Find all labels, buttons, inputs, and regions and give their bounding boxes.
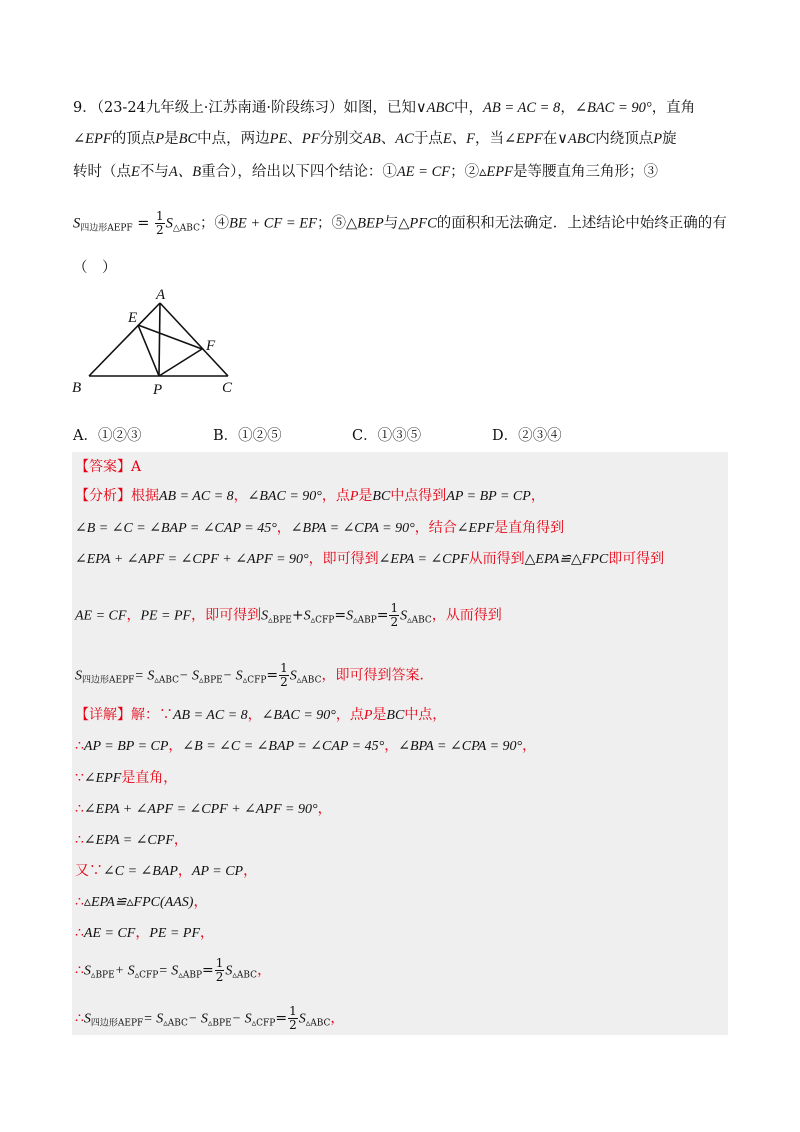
math-fraction: [288, 1005, 298, 1032]
math-subscript: ▵ABC: [154, 675, 180, 686]
detail-line-6: [75, 861, 257, 882]
math-subscript: ▵ABP: [353, 615, 377, 626]
math-op: =: [202, 962, 214, 979]
math-subscript: 四边形AEPF: [82, 675, 135, 686]
detail-text: ，: [243, 863, 258, 879]
math-subscript: △ABC: [172, 223, 200, 234]
math-expr: AB = AC = 8: [483, 100, 561, 116]
math-var: S: [303, 608, 311, 624]
therefore-symbol: ∴: [75, 801, 84, 817]
choice-a[interactable]: [73, 424, 141, 445]
math-expr: AB = AC = 8: [159, 489, 234, 504]
question-text: 分别交: [319, 131, 364, 147]
math-op: =: [275, 1010, 288, 1027]
math-subscript: ▵BPE: [198, 675, 223, 686]
therefore-symbol: ∴: [75, 962, 84, 979]
math-expr: ∠EPA = ∠CPF: [83, 833, 174, 848]
answer-blank: （ ）: [73, 260, 117, 276]
math-expr: ∠EPF: [504, 131, 543, 147]
fraction-numerator: 1: [390, 601, 399, 615]
math-var: AC: [395, 131, 414, 147]
detail-line-2: [75, 736, 536, 757]
analysis-text: 是直角得到: [494, 520, 565, 536]
question-text: ；④: [199, 215, 229, 232]
math-var: S: [75, 668, 82, 684]
math-expr: = S: [134, 668, 155, 684]
fraction-denominator: 2: [280, 675, 288, 689]
fraction-denominator: 2: [156, 223, 164, 237]
fraction-numerator: 1: [289, 1004, 297, 1018]
math-expr: △BEP: [346, 215, 384, 232]
math-subscript: ▵ABC: [163, 1018, 188, 1029]
math-op: =: [376, 607, 389, 624]
math-var: S: [298, 1011, 306, 1027]
question-text: 、: [380, 131, 396, 147]
math-var: P: [653, 131, 663, 147]
question-line-1: [73, 98, 728, 118]
detail-text: ，: [384, 738, 399, 754]
math-subscript: ▵BPE: [268, 615, 292, 626]
math-expr: − S: [187, 1011, 208, 1027]
math-subscript: ▵ABC: [305, 1018, 331, 1029]
math-expr: ∠BAC = 90°: [574, 100, 652, 116]
question-text: 内绕顶点: [595, 131, 654, 147]
math-var: BC: [178, 131, 198, 147]
detail-line-9: [75, 957, 271, 986]
analysis-text: ，: [276, 520, 291, 536]
question-text: 重合），给出以下四个结论：①: [201, 164, 397, 180]
therefore-symbol: ∴: [75, 894, 84, 910]
math-fraction: [155, 210, 165, 237]
analysis-text: 是: [358, 488, 373, 504]
analysis-text: ，点: [321, 488, 350, 504]
choice-letter: B．: [213, 428, 239, 444]
detail-text: 中点，: [404, 707, 447, 723]
answer-label: 【答案】A: [75, 459, 142, 475]
segment-ac: [160, 303, 228, 376]
math-expr: ∠EPA + ∠APF = ∠CPF + ∠APF = 90°: [83, 802, 318, 817]
question-text: 转时（点: [73, 164, 131, 180]
question-text: 在: [542, 131, 558, 147]
math-expr: − S: [179, 668, 199, 684]
segment-pe: [138, 325, 159, 376]
question-text: 中，: [454, 100, 483, 116]
math-var: E、F: [442, 131, 476, 147]
math-expr: PE = PF: [149, 926, 201, 941]
math-subscript: 四边形AEPF: [80, 223, 133, 234]
question-text: 的面积和无法确定．上述结论中始终正确的有: [436, 215, 727, 232]
analysis-line-1: [75, 486, 545, 507]
label-b: B: [72, 380, 82, 396]
choice-letter: A．: [73, 428, 98, 444]
math-expr: △EPA≌△FPC: [524, 552, 609, 567]
math-subscript: 四边形AEPF: [90, 1018, 144, 1029]
math-expr: ∠EPF: [456, 521, 495, 536]
math-subscript: ▵ABC: [296, 675, 322, 686]
detail-text: ，: [200, 925, 215, 941]
math-expr: AB = AC = 8: [173, 708, 248, 723]
math-expr: = S: [143, 1011, 164, 1027]
math-var: S: [261, 608, 269, 624]
question-text: 9．（23-24九年级上·江苏南通·阶段练习）如图，已知: [73, 100, 416, 116]
analysis-text: 根据: [131, 488, 159, 504]
choice-letter: C．: [352, 428, 378, 444]
question-text: 不与: [139, 164, 169, 180]
detail-text: 是: [372, 707, 387, 723]
analysis-text: ，结合: [414, 520, 457, 536]
choice-text: ①②⑤: [238, 428, 282, 444]
math-expr: ∠BAC = 90°: [261, 708, 336, 723]
math-triangle: ∨ABC: [416, 100, 454, 116]
analysis-line-4: [75, 602, 502, 631]
detail-text: 解：∵: [131, 707, 173, 723]
detail-text: ，: [247, 707, 262, 723]
math-expr: AP = BP = CP: [83, 739, 169, 754]
math-expr: ∠B = ∠C = ∠BAP = ∠CAP = 45°: [182, 739, 385, 754]
fraction-numerator: 1: [215, 956, 224, 970]
question-text: ，当: [475, 131, 505, 147]
detail-text: ，: [257, 962, 272, 979]
math-var: S: [289, 668, 297, 684]
analysis-line-5: [75, 662, 433, 691]
fraction-numerator: 1: [280, 661, 288, 675]
math-expr: PE = PF: [140, 608, 192, 624]
math-expr: AP = BP = CP: [446, 489, 531, 504]
choice-b[interactable]: [213, 424, 282, 445]
math-var: AB: [363, 131, 381, 147]
math-subscript: ▵BPE: [207, 1018, 232, 1029]
because-symbol: ∵: [75, 770, 84, 786]
math-expr: − S: [231, 1011, 252, 1027]
math-expr: ∠EPF: [83, 771, 122, 786]
label-c: C: [222, 380, 233, 396]
triangle-figure: [70, 282, 250, 402]
detail-text: ，: [168, 738, 183, 754]
label-f: F: [206, 338, 216, 354]
therefore-symbol: ∴: [75, 925, 84, 941]
math-expr: AP = CP: [191, 864, 244, 879]
detail-text: ，: [330, 1010, 345, 1027]
question-text: 于点: [413, 131, 443, 147]
math-expr: − S: [222, 668, 243, 684]
math-var: BC: [372, 489, 391, 504]
math-expr: ∠C = ∠BAP: [103, 864, 178, 879]
detail-line-3: [75, 768, 177, 789]
math-expr: ∠EPA = ∠CPF: [378, 552, 469, 567]
analysis-text: ，即可得到: [191, 607, 262, 624]
question-line-4: [73, 210, 728, 239]
math-expr: = S: [158, 963, 179, 979]
math-subscript: ▵CFP: [242, 675, 267, 686]
therefore-symbol: ∴: [75, 738, 84, 754]
math-expr: ∠EPA + ∠APF = ∠CPF + ∠APF = 90°: [75, 552, 309, 567]
math-subscript: ▵ABC: [232, 970, 258, 981]
math-expr: + S: [114, 963, 135, 979]
math-expr: ∠EPF: [73, 131, 112, 147]
math-expr: AE = CF: [75, 608, 127, 624]
analysis-line-3: [75, 549, 664, 570]
detail-text: ，: [522, 738, 537, 754]
question-text: ，直角: [651, 100, 696, 116]
question-text: 的顶点: [111, 131, 156, 147]
question-text: 是: [164, 131, 179, 147]
math-var: S: [83, 1011, 91, 1027]
math-expr: ∠B = ∠C = ∠BAP = ∠CAP = 45°: [75, 521, 277, 536]
choice-text: ①③⑤: [377, 428, 422, 444]
math-expr: ∠BPA = ∠CPA = 90°: [398, 739, 523, 754]
detail-text: ，: [177, 863, 192, 879]
choice-d[interactable]: [492, 424, 562, 445]
question-line-2: [73, 129, 728, 149]
math-var: S: [83, 963, 91, 979]
detail-text: ，: [135, 925, 150, 941]
math-fraction: [279, 662, 289, 689]
math-op: =: [137, 215, 150, 232]
detail-line-8: [75, 923, 214, 944]
math-op: +: [291, 607, 304, 624]
question-text: ；②: [450, 164, 480, 180]
math-expr: BE + CF = EF: [228, 215, 318, 232]
fraction-numerator: 1: [156, 209, 164, 223]
because-symbol: 又∵: [75, 863, 103, 879]
math-op: =: [334, 607, 347, 624]
analysis-text: ，: [233, 488, 248, 504]
question-text: 旋: [662, 131, 677, 147]
analysis-text: 从而得到: [468, 551, 525, 567]
math-var: PF: [301, 131, 320, 147]
math-var: BC: [386, 708, 405, 723]
detail-text: ，: [317, 801, 332, 817]
label-e: E: [128, 310, 138, 326]
segment-pf: [159, 349, 202, 376]
math-subscript: ▵BPE: [90, 970, 115, 981]
math-var: P: [155, 131, 165, 147]
math-var: S: [73, 215, 81, 232]
math-subscript: ▵ABC: [407, 615, 432, 626]
detail-text: ，点: [335, 707, 364, 723]
label-a: A: [156, 287, 166, 303]
analysis-text: ，: [126, 607, 141, 624]
question-text: 是等腰直角三角形；③: [512, 164, 658, 180]
math-var: S: [225, 963, 233, 979]
fraction-denominator: 2: [215, 970, 224, 984]
detail-label: 【详解】: [75, 707, 131, 723]
math-var: S: [165, 215, 173, 232]
math-subscript: ▵ABP: [178, 970, 202, 981]
math-var: S: [400, 608, 408, 624]
math-expr: ▵EPA≌▵FPC(AAS): [83, 895, 194, 910]
analysis-line-2: [75, 518, 564, 539]
analysis-text: ，即可得到答案．: [321, 667, 434, 684]
question-line-5: [73, 258, 728, 278]
choice-c[interactable]: [352, 424, 421, 445]
choice-text: ①②③: [97, 428, 142, 444]
answer-panel: [72, 452, 728, 1035]
math-var: E: [131, 164, 140, 180]
segment-ap: [159, 303, 160, 376]
question-text: 中点，两边: [197, 131, 270, 147]
therefore-symbol: ∴: [75, 1010, 84, 1027]
math-subscript: ▵CFP: [134, 970, 159, 981]
question-text: 与: [383, 215, 399, 232]
math-fraction: [215, 957, 225, 984]
fraction-denominator: 2: [289, 1018, 297, 1032]
detail-line-10: [75, 1005, 344, 1034]
analysis-text: 中点得到: [390, 488, 447, 504]
analysis-label: 【分析】: [75, 488, 131, 504]
math-var: P: [349, 489, 359, 504]
analysis-text: ，从而得到: [431, 607, 502, 624]
detail-line-1: [75, 705, 446, 726]
detail-line-7: [75, 892, 207, 913]
segment-ab: [89, 303, 160, 376]
choice-text: ②③④: [518, 428, 562, 444]
math-op: =: [266, 667, 279, 684]
detail-text: ，: [193, 894, 208, 910]
question-line-3: [73, 162, 728, 182]
label-p: P: [153, 382, 163, 398]
therefore-symbol: ∴: [75, 832, 84, 848]
question-text: ；⑤: [317, 215, 347, 232]
analysis-text: 即可得到: [608, 551, 665, 567]
math-subscript: ▵CFP: [310, 615, 335, 626]
math-subscript: ▵CFP: [251, 1018, 276, 1029]
math-triangle: ∨ABC: [557, 131, 596, 147]
math-var: P: [363, 708, 373, 723]
fraction-denominator: 2: [390, 615, 399, 629]
question-text: 、: [287, 131, 302, 147]
analysis-text: ，: [530, 488, 545, 504]
choice-letter: D．: [492, 428, 519, 444]
detail-text: 是直角，: [121, 770, 178, 786]
math-expr: ∠BAC = 90°: [247, 489, 322, 504]
math-expr: ∠BPA = ∠CPA = 90°: [290, 521, 415, 536]
math-fraction: [389, 602, 399, 629]
math-expr: ▵EPF: [479, 164, 513, 180]
analysis-text: ，即可得到: [308, 551, 379, 567]
math-expr: AE = CF: [396, 164, 451, 180]
detail-line-4: [75, 799, 332, 820]
math-expr: △PFC: [398, 215, 437, 232]
detail-text: ，: [173, 832, 188, 848]
detail-line-5: [75, 830, 188, 851]
math-var: PE: [269, 131, 288, 147]
math-expr: AE = CF: [83, 926, 136, 941]
question-text: ，: [560, 100, 575, 116]
math-var: A、B: [168, 164, 202, 180]
math-var: S: [346, 608, 354, 624]
